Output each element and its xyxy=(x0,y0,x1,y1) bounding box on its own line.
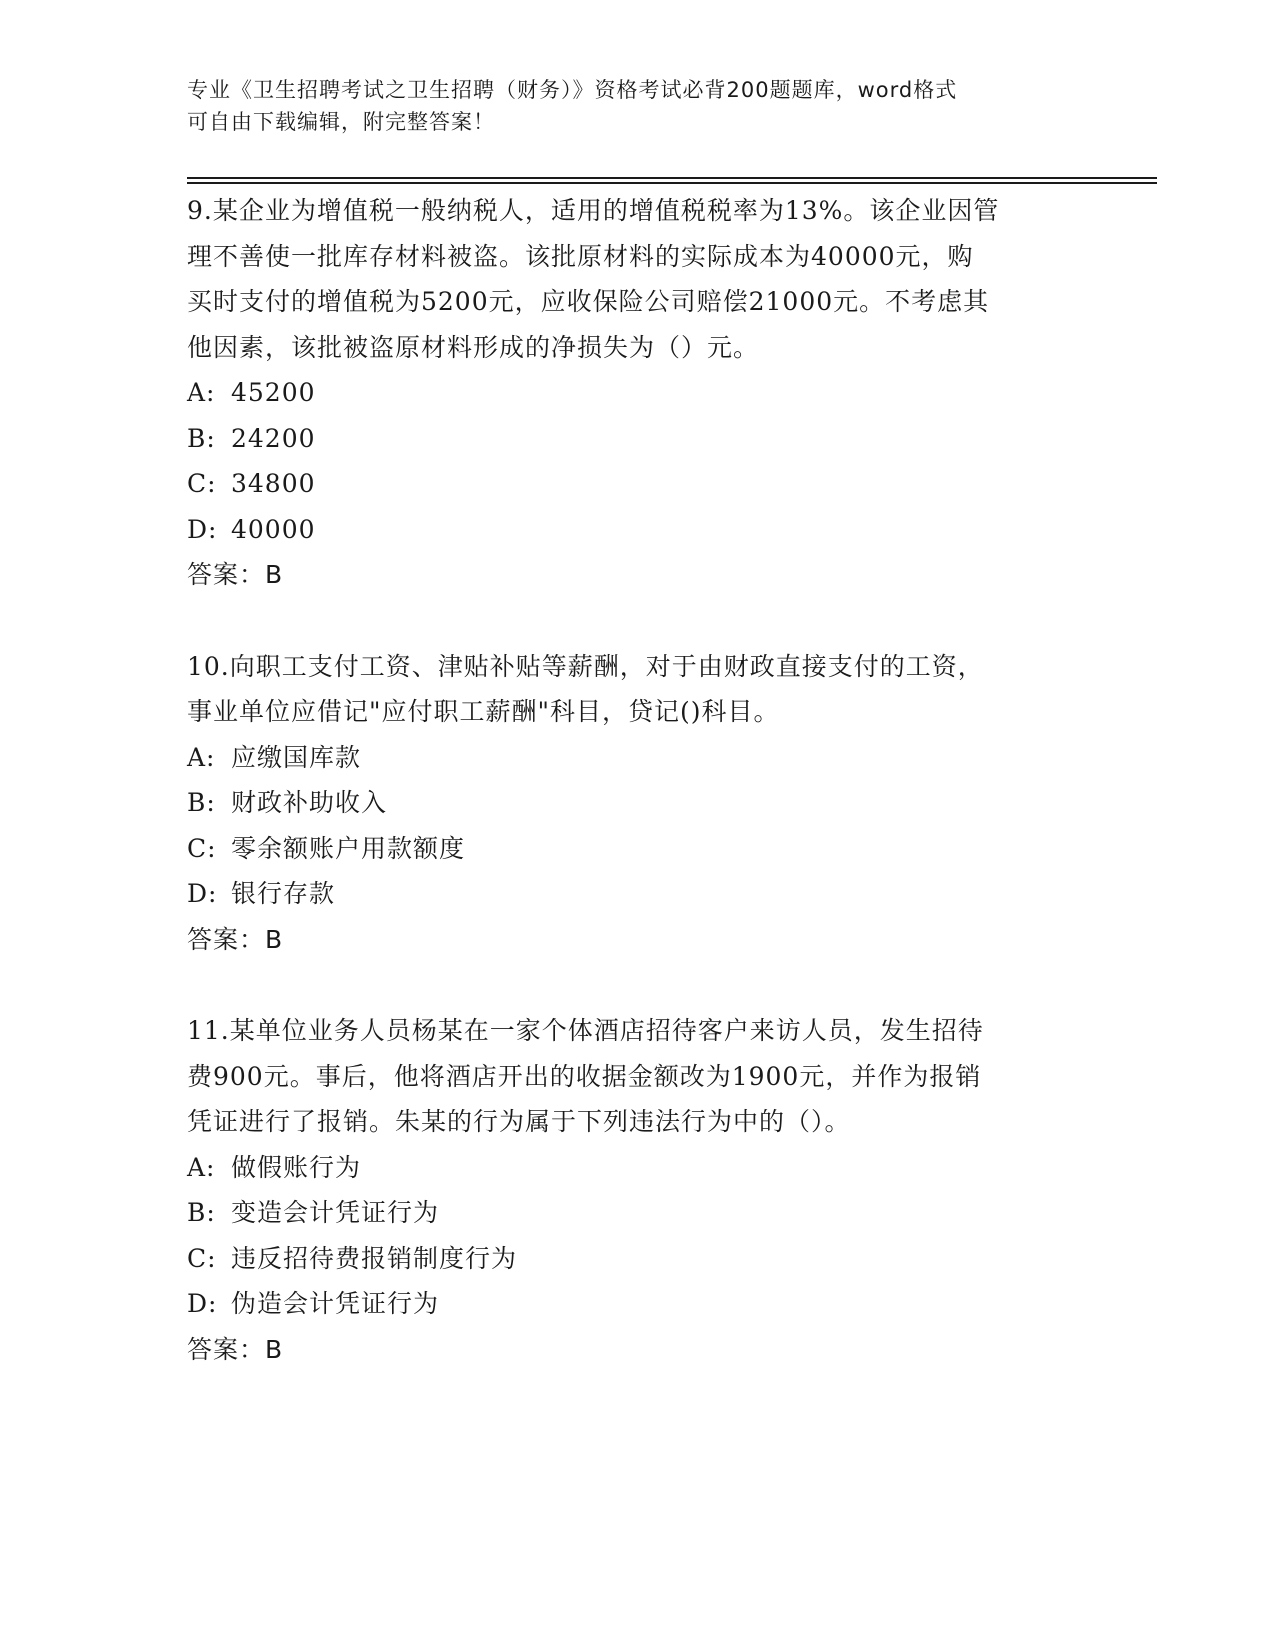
option-a xyxy=(187,370,1087,416)
question-text-line: 理不善使一批库存材料被盗。该批原材料的实际成本为40000元，购 xyxy=(187,241,974,271)
option-key: B: xyxy=(187,423,216,453)
option-key: A: xyxy=(187,378,216,407)
question-text-line: 凭证进行了报销。朱某的行为属于下列违法行为中的（）。 xyxy=(187,1107,851,1136)
header-rule-bottom xyxy=(187,182,1157,184)
answer-line: 答案：B xyxy=(187,924,284,954)
option-text: 34800 xyxy=(231,469,316,498)
question-list xyxy=(187,188,1087,1372)
option-key: D: xyxy=(187,879,218,908)
question-block xyxy=(187,644,1087,963)
spacer xyxy=(187,962,1087,1008)
option-key: C: xyxy=(187,469,217,498)
option-text: 40000 xyxy=(231,514,316,544)
option-a xyxy=(187,735,1087,781)
answer-line: 答案：B xyxy=(187,1334,284,1364)
option-c xyxy=(187,461,1087,507)
option-key: D: xyxy=(187,1289,218,1318)
answer-line: 答案：B xyxy=(187,560,284,589)
option-text: 45200 xyxy=(231,378,316,407)
option-key: A: xyxy=(187,742,216,772)
option-key: D: xyxy=(187,514,218,544)
option-key: B: xyxy=(187,1198,216,1227)
question-block xyxy=(187,1008,1087,1372)
header-rule-top xyxy=(187,177,1157,179)
question-text-line: 9.某企业为增值税一般纳税人，适用的增值税税率为13%。该企业因管 xyxy=(187,196,1000,225)
option-d xyxy=(187,871,1087,917)
option-key: C: xyxy=(187,1243,217,1273)
option-text: 应缴国库款 xyxy=(231,742,362,772)
option-key: B: xyxy=(187,788,216,817)
option-a xyxy=(187,1145,1087,1191)
question-text-line: 费900元。事后，他将酒店开出的收据金额改为1900元，并作为报销 xyxy=(187,1061,982,1091)
option-b xyxy=(187,780,1087,826)
option-c xyxy=(187,1236,1087,1282)
option-text: 财政补助收入 xyxy=(231,788,388,817)
document-header xyxy=(187,74,1087,138)
question-text-line: 10.向职工支付工资、津贴补贴等薪酬，对于由财政直接支付的工资， xyxy=(187,651,984,681)
question-text-line: 他因素，该批被盗原材料形成的净损失为（）元。 xyxy=(187,332,760,362)
option-text: 伪造会计凭证行为 xyxy=(231,1289,440,1318)
question-block xyxy=(187,188,1087,598)
question-text-line: 事业单位应借记"应付职工薪酬"科目，贷记()科目。 xyxy=(187,697,780,726)
question-text-line: 买时支付的增值税为5200元，应收保险公司赔偿21000元。不考虑其 xyxy=(187,287,990,316)
option-d xyxy=(187,1281,1087,1327)
option-b xyxy=(187,416,1087,462)
option-key: C: xyxy=(187,833,217,863)
spacer xyxy=(187,598,1087,644)
option-d xyxy=(187,507,1087,553)
option-b xyxy=(187,1190,1087,1236)
option-text: 违反招待费报销制度行为 xyxy=(231,1243,518,1273)
option-text: 做假账行为 xyxy=(231,1152,362,1182)
option-c xyxy=(187,826,1087,872)
option-text: 零余额账户用款额度 xyxy=(231,833,466,863)
option-text: 银行存款 xyxy=(231,879,336,908)
option-text: 24200 xyxy=(231,423,316,453)
header-line-1: 专业《卫生招聘考试之卫生招聘（财务）》资格考试必背200题题库，word格式 xyxy=(187,78,958,102)
header-line-2: 可自由下载编辑，附完整答案！ xyxy=(187,110,495,134)
option-text: 变造会计凭证行为 xyxy=(231,1198,440,1227)
option-key: A: xyxy=(187,1152,216,1182)
question-text-line: 11.某单位业务人员杨某在一家个体酒店招待客户来访人员，发生招待 xyxy=(187,1016,984,1045)
